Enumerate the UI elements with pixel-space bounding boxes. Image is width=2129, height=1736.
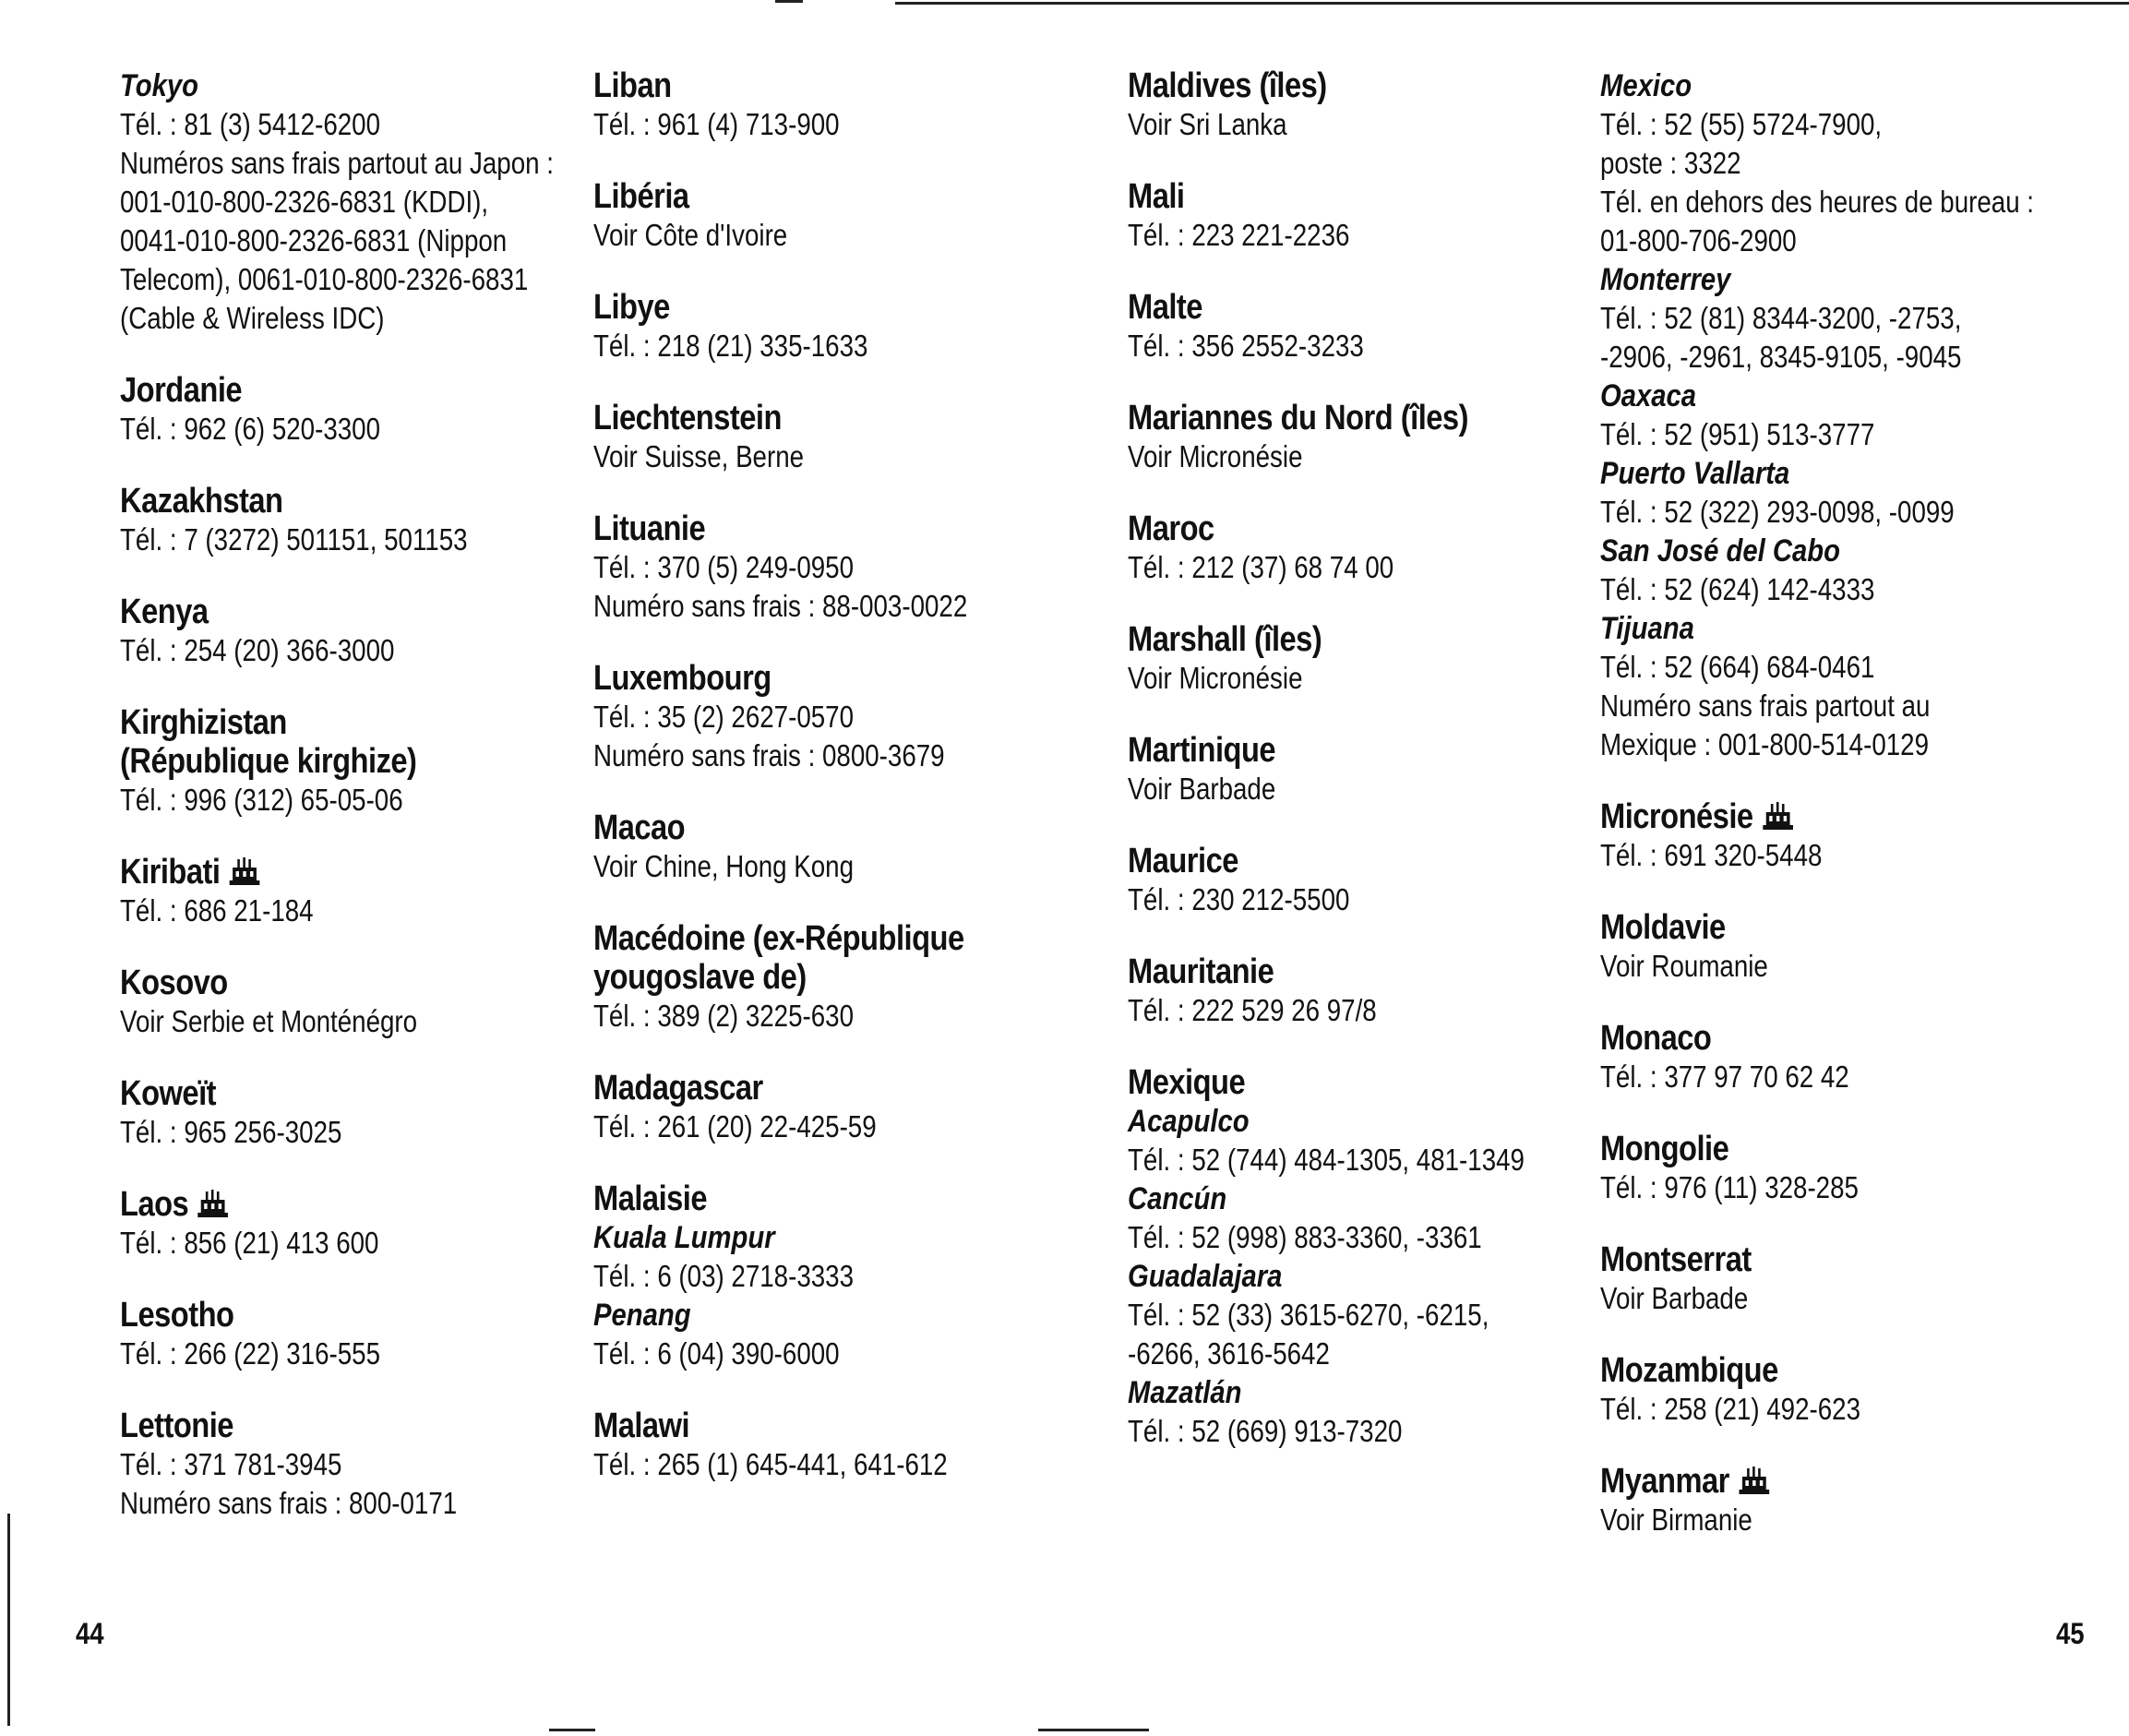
contact-line: Tél. : 52 (81) 8344-3200, -2753, [1600, 301, 1962, 335]
country-name [593, 1407, 1006, 1445]
city-name: Tijuana [1600, 611, 1694, 646]
page-number-left: 44 [76, 1617, 104, 1650]
contact-line: Numéro sans frais : 88-003-0022 [593, 589, 968, 623]
country-name [120, 593, 532, 631]
country-name [1128, 731, 1540, 770]
country-label: Kenya [120, 593, 209, 631]
directory-entry [120, 964, 600, 1041]
country-name [1600, 908, 2045, 947]
city-name: Kuala Lumpur [593, 1220, 775, 1255]
directory-entry [1128, 66, 1608, 144]
country-name [1600, 1462, 2045, 1501]
directory-entry [1128, 620, 1608, 698]
scan-artifact [549, 1729, 595, 1731]
country-label: Mozambique [1600, 1351, 1778, 1390]
contact-line: Voir Micronésie [1128, 439, 1303, 473]
contact-line: Voir Micronésie [1128, 661, 1303, 695]
country-name [1600, 1130, 2045, 1168]
directory-entry [593, 177, 1073, 255]
contact-line: Telecom), 0061-010-800-2326-6831 [120, 262, 529, 296]
contact-line: Tél. : 370 (5) 249-0950 [593, 550, 855, 584]
directory-entry [1600, 1130, 2117, 1207]
contact-line: Voir Birmanie [1600, 1503, 1752, 1537]
directory-entry [120, 1185, 600, 1263]
contact-line: Tél. : 52 (664) 684-0461 [1600, 650, 1875, 684]
contact-line: Voir Côte d'Ivoire [593, 218, 788, 252]
directory-entry [120, 1407, 600, 1523]
city-name: Cancún [1128, 1181, 1227, 1216]
directory-entry [593, 1069, 1073, 1146]
country-label: Micronésie [1600, 797, 1753, 836]
country-name [1128, 1063, 1540, 1102]
contact-line: poste : 3322 [1600, 146, 1741, 180]
contact-line: Tél. : 52 (322) 293-0098, -0099 [1600, 495, 1955, 529]
directory-entry [1600, 66, 2117, 764]
directory-column-1 [120, 66, 600, 1556]
city-name: Tokyo [120, 68, 199, 103]
contact-line: Tél. : 35 (2) 2627-0570 [593, 700, 855, 734]
hotel-building-icon [1761, 800, 1794, 830]
country-name [120, 1185, 532, 1224]
directory-entry [1128, 952, 1608, 1030]
contact-line: Voir Suisse, Berne [593, 439, 805, 473]
directory-entry [120, 66, 600, 338]
contact-line: -2906, -2961, 8345-9105, -9045 [1600, 340, 1962, 374]
directory-entry [1128, 288, 1608, 365]
contact-line: Voir Barbade [1600, 1281, 1749, 1315]
country-name [593, 1069, 1006, 1107]
country-label: Malaisie [593, 1179, 708, 1218]
contact-line: Tél. : 996 (312) 65-05-06 [120, 783, 403, 817]
contact-line: Tél. : 6 (04) 390-6000 [593, 1336, 840, 1371]
country-label: Marshall (îles) [1128, 620, 1322, 659]
contact-line: Tél. : 222 529 26 97/8 [1128, 993, 1377, 1027]
country-name-continued: (République kirghize) [120, 742, 417, 781]
directory-entry [1128, 1063, 1608, 1451]
country-label: Kiribati [120, 853, 221, 892]
country-label: Luxembourg [593, 659, 771, 698]
contact-line: 001-010-800-2326-6831 (KDDI), [120, 185, 489, 219]
directory-entry [120, 703, 600, 820]
country-label: Lettonie [120, 1407, 233, 1445]
country-label: Montserrat [1600, 1240, 1752, 1279]
directory-entry [1600, 1019, 2117, 1096]
directory-entry [1600, 797, 2117, 875]
scan-artifact [775, 0, 803, 3]
country-label: Liban [593, 66, 672, 105]
contact-line: Tél. : 691 320-5448 [1600, 838, 1823, 872]
contact-line: Tél. : 258 (21) 492-623 [1600, 1392, 1861, 1426]
country-label: Libéria [593, 177, 689, 216]
contact-line: Tél. : 686 21-184 [120, 893, 314, 928]
country-label: Maroc [1128, 509, 1214, 548]
country-name [593, 509, 1006, 548]
country-label: Lituanie [593, 509, 706, 548]
directory-column-4 [1600, 66, 2117, 1573]
contact-line: Mexique : 001-800-514-0129 [1600, 727, 1929, 761]
contact-line: (Cable & Wireless IDC) [120, 301, 385, 335]
directory-column-3 [1128, 66, 1608, 1484]
directory-entry [120, 482, 600, 559]
country-label: Mongolie [1600, 1130, 1729, 1168]
contact-line: Tél. : 377 97 70 62 42 [1600, 1060, 1849, 1094]
directory-entry [593, 1407, 1073, 1484]
country-label: Macao [593, 808, 686, 847]
country-label: Maldives (îles) [1128, 66, 1327, 105]
country-label: Malte [1128, 288, 1202, 327]
directory-entry [120, 593, 600, 670]
directory-entry [593, 288, 1073, 365]
scan-artifact [7, 1514, 10, 1726]
country-name [593, 808, 1006, 847]
contact-line: Tél. : 965 256-3025 [120, 1115, 342, 1149]
directory-entry [1128, 509, 1608, 587]
directory-entry [593, 399, 1073, 476]
country-name [120, 964, 532, 1002]
contact-line: 01-800-706-2900 [1600, 223, 1797, 257]
country-name [1600, 797, 2045, 836]
country-name [120, 482, 532, 521]
country-name [1128, 842, 1540, 880]
country-name [120, 703, 532, 742]
country-name [593, 66, 1006, 105]
contact-line: Tél. : 212 (37) 68 74 00 [1128, 550, 1394, 584]
directory-entry [120, 1074, 600, 1152]
directory-entry [1128, 731, 1608, 808]
country-name-continued: yougoslave de) [593, 958, 807, 997]
scan-artifact [895, 2, 2129, 5]
contact-line: Tél. : 961 (4) 713-900 [593, 107, 840, 141]
contact-line: Tél. : 976 (11) 328-285 [1600, 1170, 1859, 1204]
contact-line: 0041-010-800-2326-6831 (Nippon [120, 223, 508, 257]
hotel-building-icon [1737, 1465, 1770, 1494]
contact-line: Tél. : 261 (20) 22-425-59 [593, 1109, 877, 1143]
country-name [593, 1179, 1006, 1218]
city-name: Mazatlán [1128, 1375, 1242, 1410]
contact-line: Tél. : 254 (20) 366-3000 [120, 633, 395, 667]
directory-entry [593, 509, 1073, 626]
country-label: Macédoine (ex-République [593, 919, 964, 958]
country-label: Libye [593, 288, 670, 327]
directory-entry [1600, 908, 2117, 986]
country-label: Koweït [120, 1074, 217, 1113]
country-label: Kirghizistan [120, 703, 287, 742]
country-label: Mariannes du Nord (îles) [1128, 399, 1468, 437]
country-label: Madagascar [593, 1069, 763, 1107]
country-label: Monaco [1600, 1019, 1712, 1058]
city-name: Puerto Vallarta [1600, 456, 1790, 491]
country-name [1128, 399, 1540, 437]
country-label: Mali [1128, 177, 1185, 216]
country-label: Maurice [1128, 842, 1238, 880]
directory-entry [593, 808, 1073, 886]
contact-line: Numéros sans frais partout au Japon : [120, 146, 554, 180]
directory-entry [1128, 399, 1608, 476]
country-label: Jordanie [120, 371, 243, 410]
contact-line: -6266, 3616-5642 [1128, 1336, 1330, 1371]
contact-line: Tél. : 962 (6) 520-3300 [120, 412, 381, 446]
hotel-building-icon [228, 856, 261, 885]
scan-artifact [1038, 1729, 1149, 1731]
contact-line: Tél. : 371 781-3945 [120, 1447, 342, 1481]
country-name [1600, 1019, 2045, 1058]
country-name [120, 1407, 532, 1445]
directory-entry [593, 919, 1073, 1036]
contact-line: Tél. : 223 221-2236 [1128, 218, 1350, 252]
page-number-right: 45 [2056, 1617, 2085, 1650]
country-label: Mauritanie [1128, 952, 1274, 991]
directory-entry [593, 659, 1073, 775]
contact-line: Tél. : 230 212-5500 [1128, 882, 1350, 916]
country-name [1128, 288, 1540, 327]
contact-line: Voir Roumanie [1600, 949, 1768, 983]
country-name [593, 288, 1006, 327]
hotel-building-icon [197, 1188, 230, 1217]
country-label: Liechtenstein [593, 399, 782, 437]
country-name [1128, 177, 1540, 216]
country-name [593, 659, 1006, 698]
country-label: Kazakhstan [120, 482, 283, 521]
country-name [1600, 1240, 2045, 1279]
directory-entry [120, 853, 600, 930]
contact-line: Tél. : 52 (951) 513-3777 [1600, 417, 1875, 451]
contact-line: Tél. : 6 (03) 2718-3333 [593, 1259, 855, 1293]
contact-line: Tél. : 52 (33) 3615-6270, -6215, [1128, 1298, 1489, 1332]
country-name [120, 371, 532, 410]
country-name [593, 177, 1006, 216]
country-name [593, 919, 1006, 958]
country-label: Mexique [1128, 1063, 1246, 1102]
contact-line: Tél. : 266 (22) 316-555 [120, 1336, 381, 1371]
city-name: San José del Cabo [1600, 533, 1841, 569]
contact-line: Tél. : 52 (624) 142-4333 [1600, 572, 1875, 606]
country-name [1128, 620, 1540, 659]
country-name [1128, 509, 1540, 548]
country-label: Myanmar [1600, 1462, 1729, 1501]
country-name [1128, 952, 1540, 991]
country-label: Malawi [593, 1407, 690, 1445]
directory-column-2 [593, 66, 1073, 1517]
directory-entry [120, 371, 600, 449]
country-name [1128, 66, 1540, 105]
contact-line: Voir Chine, Hong Kong [593, 849, 855, 883]
contact-line: Numéro sans frais : 800-0171 [120, 1486, 458, 1520]
directory-entry [1600, 1351, 2117, 1429]
contact-line: Tél. : 52 (669) 913-7320 [1128, 1414, 1403, 1448]
city-name: Acapulco [1128, 1104, 1250, 1139]
city-name: Mexico [1600, 68, 1692, 103]
directory-entry [1128, 842, 1608, 919]
contact-line: Tél. : 856 (21) 413 600 [120, 1226, 379, 1260]
country-label: Moldavie [1600, 908, 1726, 947]
directory-entry [1128, 177, 1608, 255]
contact-line: Numéro sans frais partout au [1600, 688, 1931, 723]
country-label: Lesotho [120, 1296, 234, 1335]
country-label: Kosovo [120, 964, 228, 1002]
contact-line: Tél. en dehors des heures de bureau : [1600, 185, 2035, 219]
country-name [120, 853, 532, 892]
contact-line: Tél. : 81 (3) 5412-6200 [120, 107, 381, 141]
contact-line: Voir Serbie et Monténégro [120, 1004, 418, 1038]
country-name [120, 1074, 532, 1113]
contact-line: Tél. : 218 (21) 335-1633 [593, 329, 868, 363]
contact-line: Tél. : 52 (744) 484-1305, 481-1349 [1128, 1143, 1525, 1177]
contact-line: Tél. : 265 (1) 645-441, 641-612 [593, 1447, 948, 1481]
country-label: Laos [120, 1185, 189, 1224]
contact-line: Numéro sans frais : 0800-3679 [593, 738, 945, 772]
city-name: Guadalajara [1128, 1259, 1283, 1294]
country-name [1600, 1351, 2045, 1390]
city-name: Monterrey [1600, 262, 1731, 297]
directory-entry [593, 1179, 1073, 1373]
country-label: Martinique [1128, 731, 1276, 770]
directory-entry [593, 66, 1073, 144]
directory-entry [1600, 1462, 2117, 1539]
contact-line: Tél. : 7 (3272) 501151, 501153 [120, 522, 468, 557]
city-name: Penang [593, 1298, 691, 1333]
contact-line: Tél. : 356 2552-3233 [1128, 329, 1364, 363]
country-name [593, 399, 1006, 437]
contact-line: Voir Barbade [1128, 772, 1276, 806]
contact-line: Tél. : 52 (998) 883-3360, -3361 [1128, 1220, 1482, 1254]
city-name: Oaxaca [1600, 378, 1697, 413]
contact-line: Tél. : 52 (55) 5724-7900, [1600, 107, 1883, 141]
directory-entry [120, 1296, 600, 1373]
contact-line: Tél. : 389 (2) 3225-630 [593, 999, 855, 1033]
contact-line: Voir Sri Lanka [1128, 107, 1287, 141]
country-name [120, 1296, 532, 1335]
directory-entry [1600, 1240, 2117, 1318]
